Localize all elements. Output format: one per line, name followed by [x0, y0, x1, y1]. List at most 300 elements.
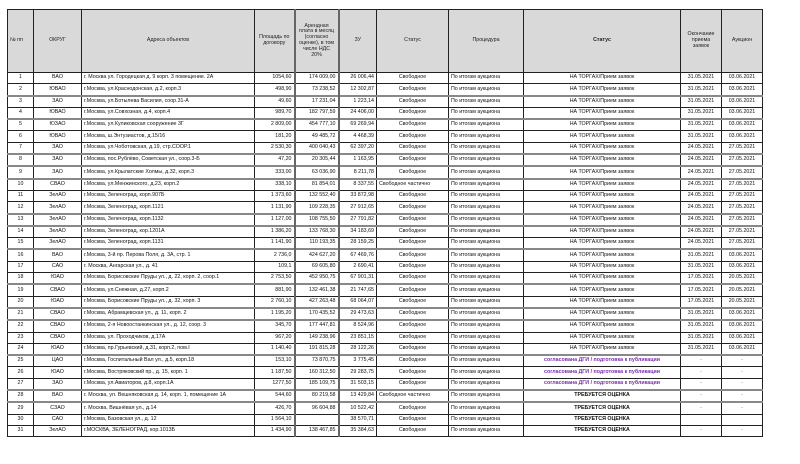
row-status: Свободное — [377, 367, 449, 378]
row-rent: 400 040,43 — [295, 142, 339, 154]
row-auction: 27.05.2021 — [722, 226, 763, 238]
row-zu: 38 570,71 — [339, 414, 377, 425]
row-end-date — [681, 414, 722, 425]
row-status: Свободное — [377, 414, 449, 425]
row-procedure: По итогам аукциона — [449, 179, 524, 191]
row-district: ЮВАО — [34, 131, 82, 142]
table-row — [8, 296, 763, 308]
row-rent: 132 552,40 — [295, 190, 339, 201]
row-auction: - — [722, 390, 763, 402]
row-procedure: По итогам аукциона — [449, 355, 524, 367]
row-district: ВАО — [34, 73, 82, 84]
row-num: 8 — [8, 154, 34, 166]
row-rent: 20 305,44 — [295, 154, 339, 166]
row-rent: 454 777,10 — [295, 119, 339, 131]
row-rent: 81 854,01 — [295, 179, 339, 191]
row-address: г.Москва, Абрамцевская ул., д. 11, корп. 2 — [82, 308, 255, 320]
row-rent: 424 627,20 — [295, 249, 339, 261]
row-status2: НА ТОРГАХ/Прием заявок — [524, 214, 681, 226]
row-num: 19 — [8, 284, 34, 296]
row-procedure: По итогам аукциона — [449, 414, 524, 425]
row-district: ЮВАО — [34, 107, 82, 119]
header-area: Площадь по договору — [255, 10, 295, 73]
row-status: Свободное — [377, 142, 449, 154]
row-status: Свободное — [377, 425, 449, 436]
row-zu: 67 901,31 — [339, 273, 377, 285]
row-procedure: По итогам аукциона — [449, 308, 524, 320]
row-auction: - — [722, 378, 763, 390]
row-auction: 27.05.2021 — [722, 179, 763, 191]
header-auction: Аукцион — [722, 10, 763, 73]
row-area: 2 736,0 — [255, 249, 295, 261]
row-address: г.Москва, ул.Снежная, д.27, корп.2 — [82, 284, 255, 296]
row-rent — [295, 414, 339, 425]
row-status2: НА ТОРГАХ/Прием заявок — [524, 249, 681, 261]
row-status2: НА ТОРГАХ/Прием заявок — [524, 308, 681, 320]
row-address: г.МОСКВА, ЗЕЛЕНОГРАД, кор.1013Б — [82, 425, 255, 436]
row-auction: 20.05.2021 — [722, 273, 763, 285]
table-row — [8, 367, 763, 378]
row-district: СВАО — [34, 179, 82, 191]
row-auction: 03.06.2021 — [722, 343, 763, 355]
row-status: Свободное — [377, 261, 449, 272]
row-procedure: По итогам аукциона — [449, 332, 524, 343]
row-status2: ТРЕБУЕТСЯ ОЦЕНКА — [524, 390, 681, 402]
table-row — [8, 284, 763, 296]
row-end-date: 24.05.2021 — [681, 166, 722, 178]
row-status2: НА ТОРГАХ/Прием заявок — [524, 226, 681, 238]
row-address: г.Москва, пос.Рублёво, Советская ул., соор.3-Б — [82, 154, 255, 166]
row-address: г.Москва, ул.Совхозная, д.4, корп.4 — [82, 107, 255, 119]
row-area: 2 530,30 — [255, 142, 295, 154]
row-num: 30 — [8, 414, 34, 425]
row-auction: 03.06.2021 — [722, 107, 763, 119]
row-area: 1 140,40 — [255, 343, 295, 355]
row-zu: 21 747,65 — [339, 284, 377, 296]
row-status: Свободное — [377, 332, 449, 343]
row-status2: НА ТОРГАХ/Прием заявок — [524, 119, 681, 131]
row-status2: НА ТОРГАХ/Прием заявок — [524, 296, 681, 308]
row-rent: 73 238,52 — [295, 84, 339, 96]
row-end-date: - — [681, 390, 722, 402]
row-status2: НА ТОРГАХ/Прием заявок — [524, 96, 681, 108]
row-district: ВАО — [34, 249, 82, 261]
row-area: 498,90 — [255, 84, 295, 96]
row-procedure: По итогам аукциона — [449, 284, 524, 296]
row-end-date: - — [681, 425, 722, 436]
row-num: 10 — [8, 179, 34, 191]
row-area: 181,20 — [255, 131, 295, 142]
row-status2: ТРЕБУЕТСЯ ОЦЕНКА — [524, 414, 681, 425]
row-num: 7 — [8, 142, 34, 154]
row-end-date: - — [681, 355, 722, 367]
row-auction: 03.06.2021 — [722, 73, 763, 84]
row-status: Свободное — [377, 96, 449, 108]
row-status: Свободное — [377, 273, 449, 285]
row-zu: 26 006,44 — [339, 73, 377, 84]
row-district: ЗАО — [34, 166, 82, 178]
table-row — [8, 226, 763, 238]
row-num: 18 — [8, 273, 34, 285]
row-end-date: 17.05.2021 — [681, 296, 722, 308]
header-row — [8, 10, 763, 73]
row-num: 31 — [8, 425, 34, 436]
row-area: 544,60 — [255, 390, 295, 402]
row-num: 26 — [8, 367, 34, 378]
row-rent: 177 447,81 — [295, 320, 339, 332]
row-district: ЮАО — [34, 367, 82, 378]
row-status2: НА ТОРГАХ/Прием заявок — [524, 202, 681, 214]
row-status2: НА ТОРГАХ/Прием заявок — [524, 131, 681, 142]
row-status: Свободное — [377, 154, 449, 166]
row-rent: 185 109,75 — [295, 378, 339, 390]
table-row — [8, 320, 763, 332]
row-district: ЗелАО — [34, 425, 82, 436]
row-auction: 27.05.2021 — [722, 166, 763, 178]
row-status2: НА ТОРГАХ/Прием заявок — [524, 190, 681, 201]
row-district: ЗАО — [34, 96, 82, 108]
row-status2: согласована ДГИ / подготовка к публикации — [524, 378, 681, 390]
row-auction: 03.06.2021 — [722, 119, 763, 131]
header-address: Адреса объектов — [82, 10, 255, 73]
row-rent: 73 870,75 — [295, 355, 339, 367]
row-end-date: 24.05.2021 — [681, 238, 722, 250]
row-auction: 03.06.2021 — [722, 308, 763, 320]
row-status: Свободное — [377, 378, 449, 390]
row-num: 24 — [8, 343, 34, 355]
row-auction: 20.05.2021 — [722, 296, 763, 308]
row-status: Свободное — [377, 73, 449, 84]
table-row — [8, 142, 763, 154]
row-end-date: 31.05.2021 — [681, 119, 722, 131]
row-zu: 12 302,87 — [339, 84, 377, 96]
row-procedure: По итогам аукциона — [449, 367, 524, 378]
header-rent: Арендная плата в месяц (согласно оценке), в том числе НДС 20% — [295, 10, 339, 73]
row-zu: 1 163,95 — [339, 154, 377, 166]
table-row — [8, 154, 763, 166]
row-num: 13 — [8, 214, 34, 226]
row-status2: НА ТОРГАХ/Прием заявок — [524, 179, 681, 191]
row-area: 1054,60 — [255, 73, 295, 84]
row-address: г.Москва, Зеленоград, корп.1121 — [82, 202, 255, 214]
row-district: ЗелАО — [34, 190, 82, 201]
row-num: 5 — [8, 119, 34, 131]
row-zu: 31 503,15 — [339, 378, 377, 390]
table-row — [8, 355, 763, 367]
row-auction: 03.06.2021 — [722, 261, 763, 272]
row-end-date: 31.05.2021 — [681, 131, 722, 142]
row-rent: 160 312,50 — [295, 367, 339, 378]
row-status: Свободное — [377, 107, 449, 119]
row-num: 4 — [8, 107, 34, 119]
row-status: Свободное частично — [377, 390, 449, 402]
row-area: 153,10 — [255, 355, 295, 367]
row-zu: 69 269,94 — [339, 119, 377, 131]
row-status2: НА ТОРГАХ/Прием заявок — [524, 154, 681, 166]
row-rent: 110 193,35 — [295, 238, 339, 250]
row-num: 9 — [8, 166, 34, 178]
row-district: ЗелАО — [34, 238, 82, 250]
row-district: ЗелАО — [34, 202, 82, 214]
row-zu: 13 429,84 — [339, 390, 377, 402]
row-district: СВАО — [34, 308, 82, 320]
row-address: г.Москва, ул. Проходчиков, д.17А — [82, 332, 255, 343]
row-status: Свободное — [377, 202, 449, 214]
table-row — [8, 179, 763, 191]
row-area: 2 753,50 — [255, 273, 295, 285]
row-address: г.Москва, 3-й пр. Перова Поля, д. 3А, стр. 1 — [82, 249, 255, 261]
row-auction: 27.05.2021 — [722, 142, 763, 154]
row-procedure: По итогам аукциона — [449, 249, 524, 261]
row-district: СВАО — [34, 284, 82, 296]
row-num: 28 — [8, 390, 34, 402]
row-area: 345,70 — [255, 320, 295, 332]
row-area: 1 195,20 — [255, 308, 295, 320]
row-rent: 170 435,52 — [295, 308, 339, 320]
row-end-date: 31.05.2021 — [681, 332, 722, 343]
property-table — [7, 9, 763, 437]
row-procedure: По итогам аукциона — [449, 390, 524, 402]
row-area: 49,60 — [255, 96, 295, 108]
row-end-date: 24.05.2021 — [681, 142, 722, 154]
row-address: г.Москва, Госпитальный Вал ул., д.5, корп.18 — [82, 355, 255, 367]
row-rent: 63 036,90 — [295, 166, 339, 178]
row-num: 22 — [8, 320, 34, 332]
row-zu: 8 524,96 — [339, 320, 377, 332]
row-end-date: 24.05.2021 — [681, 202, 722, 214]
row-end-date: 24.05.2021 — [681, 179, 722, 191]
row-num: 2 — [8, 84, 34, 96]
row-rent: 427 263,48 — [295, 296, 339, 308]
row-area: 2 809,00 — [255, 119, 295, 131]
row-area: 109,1 — [255, 261, 295, 272]
row-address: г.Москва, ул.Ботылева Василия, соор.31-А — [82, 96, 255, 108]
row-area: 1 564,10 — [255, 414, 295, 425]
row-status: Свободное — [377, 226, 449, 238]
row-zu: 29 473,63 — [339, 308, 377, 320]
row-address: г.Москва, ул.Чоботовская, д.19, стр.СООР.1 — [82, 142, 255, 154]
row-area: 1 187,50 — [255, 367, 295, 378]
row-end-date: 31.05.2021 — [681, 73, 722, 84]
row-district: СВАО — [34, 332, 82, 343]
table-row — [8, 107, 763, 119]
row-district: ЮАО — [34, 273, 82, 285]
row-procedure: По итогам аукциона — [449, 296, 524, 308]
row-status: Свободное — [377, 402, 449, 414]
table-row — [8, 425, 763, 436]
row-end-date: - — [681, 402, 722, 414]
row-end-date: 17.05.2021 — [681, 273, 722, 285]
row-address: г.Москва, Зеленоград, корп.1132 — [82, 214, 255, 226]
row-procedure: По итогам аукциона — [449, 261, 524, 272]
row-district: СВАО — [34, 320, 82, 332]
row-area: 2 760,10 — [255, 296, 295, 308]
row-status: Свободное — [377, 343, 449, 355]
row-status: Свободное — [377, 296, 449, 308]
row-end-date: 31.05.2021 — [681, 107, 722, 119]
row-district: ВАО — [34, 390, 82, 402]
row-num: 12 — [8, 202, 34, 214]
row-rent: 191 815,28 — [295, 343, 339, 355]
row-district: ЮВАО — [34, 84, 82, 96]
header-district: ОКРУГ — [34, 10, 82, 73]
row-status: Свободное — [377, 249, 449, 261]
row-status2: ТРЕБУЕТСЯ ОЦЕНКА — [524, 402, 681, 414]
table-body — [8, 73, 763, 437]
row-status: Свободное — [377, 166, 449, 178]
row-status2: НА ТОРГАХ/Прием заявок — [524, 84, 681, 96]
row-status2: НА ТОРГАХ/Прием заявок — [524, 273, 681, 285]
row-auction: 03.06.2021 — [722, 332, 763, 343]
row-auction: - — [722, 425, 763, 436]
row-procedure: По итогам аукциона — [449, 320, 524, 332]
row-num: 15 — [8, 238, 34, 250]
header-procedure: Процедура — [449, 10, 524, 73]
row-procedure: По итогам аукциона — [449, 425, 524, 436]
table-row — [8, 166, 763, 178]
row-rent: 49 485,72 — [295, 131, 339, 142]
row-zu: 68 064,07 — [339, 296, 377, 308]
row-rent: 17 231,04 — [295, 96, 339, 108]
row-zu: 8 337,55 — [339, 179, 377, 191]
row-district: ЮАО — [34, 296, 82, 308]
row-status: Свободное частично — [377, 179, 449, 191]
row-district: САО — [34, 261, 82, 272]
row-end-date: - — [681, 367, 722, 378]
table-row — [8, 402, 763, 414]
row-end-date: 31.05.2021 — [681, 84, 722, 96]
row-area: 333,00 — [255, 166, 295, 178]
header-zu: ЗУ — [339, 10, 377, 73]
row-auction: 03.06.2021 — [722, 249, 763, 261]
row-auction: 03.06.2021 — [722, 84, 763, 96]
row-rent: 96 604,88 — [295, 402, 339, 414]
row-rent: 133 768,30 — [295, 226, 339, 238]
row-zu: 34 183,69 — [339, 226, 377, 238]
row-status2: НА ТОРГАХ/Прием заявок — [524, 107, 681, 119]
row-status: Свободное — [377, 238, 449, 250]
row-area: 1 434,90 — [255, 425, 295, 436]
row-rent: 80 219,58 — [295, 390, 339, 402]
row-area: 1 141,90 — [255, 238, 295, 250]
row-num: 14 — [8, 226, 34, 238]
table-row — [8, 131, 763, 142]
row-district: САО — [34, 414, 82, 425]
row-auction: 27.05.2021 — [722, 202, 763, 214]
row-auction: 27.05.2021 — [722, 214, 763, 226]
row-end-date: 31.05.2021 — [681, 249, 722, 261]
row-address: г.Москва, ул.Куликовская сооружение 3Г — [82, 119, 255, 131]
row-zu: 28 122,26 — [339, 343, 377, 355]
row-procedure: По итогам аукциона — [449, 107, 524, 119]
row-end-date: 31.05.2021 — [681, 308, 722, 320]
table-row — [8, 332, 763, 343]
row-area: 1 127,00 — [255, 214, 295, 226]
row-num: 6 — [8, 131, 34, 142]
row-auction: - — [722, 367, 763, 378]
row-area: 426,70 — [255, 402, 295, 414]
row-district: ЗелАО — [34, 214, 82, 226]
row-zu: 62 397,20 — [339, 142, 377, 154]
row-status2: согласована ДГИ / подготовка к публикации — [524, 367, 681, 378]
row-procedure: По итогам аукциона — [449, 214, 524, 226]
row-status: Свободное — [377, 355, 449, 367]
row-address: г.Москва, ш.Энтузиастов, д.15/16 — [82, 131, 255, 142]
table-row — [8, 202, 763, 214]
table-row — [8, 261, 763, 272]
row-rent: 109 228,35 — [295, 202, 339, 214]
row-status2: ТРЕБУЕТСЯ ОЦЕНКА — [524, 425, 681, 436]
table-row — [8, 84, 763, 96]
table-row — [8, 390, 763, 402]
row-num: 16 — [8, 249, 34, 261]
row-procedure: По итогам аукциона — [449, 273, 524, 285]
table-row — [8, 119, 763, 131]
row-address: г.Москва, ул.Авиаторов, д.8, корп.1А — [82, 378, 255, 390]
row-rent: 108 755,50 — [295, 214, 339, 226]
row-area: 881,90 — [255, 284, 295, 296]
row-num: 17 — [8, 261, 34, 272]
row-auction: 03.06.2021 — [722, 96, 763, 108]
row-address: г. Москва ул. Городецкая д. 9 корп. 3 помещение. 2А — [82, 73, 255, 84]
table-row — [8, 73, 763, 84]
row-status: Свободное — [377, 320, 449, 332]
row-rent: 69 605,80 — [295, 261, 339, 272]
row-procedure: По итогам аукциона — [449, 402, 524, 414]
row-auction: - — [722, 402, 763, 414]
row-rent: 149 238,96 — [295, 332, 339, 343]
row-address: г.Москва, ул.Крылатские Холмы, д.32, корп.3 — [82, 166, 255, 178]
row-auction: 03.06.2021 — [722, 320, 763, 332]
row-zu: 33 872,98 — [339, 190, 377, 201]
table-row — [8, 96, 763, 108]
row-procedure: По итогам аукциона — [449, 378, 524, 390]
row-address: г.Москва, Зеленоград, корп.1131 — [82, 238, 255, 250]
row-status2: НА ТОРГАХ/Прием заявок — [524, 320, 681, 332]
row-end-date: 24.05.2021 — [681, 214, 722, 226]
row-status: Свободное — [377, 190, 449, 201]
row-procedure: По итогам аукциона — [449, 226, 524, 238]
row-zu: 3 775,45 — [339, 355, 377, 367]
row-procedure: По итогам аукциона — [449, 142, 524, 154]
row-zu: 8 211,78 — [339, 166, 377, 178]
row-address: г.Москва, Зеленоград, корп.907Б — [82, 190, 255, 201]
header-status: Статус — [377, 10, 449, 73]
row-address: г. Москва, ул. Вешняковская д. 14, корп. 1, помещение 1А — [82, 390, 255, 402]
row-status2: согласована ДГИ / подготовка к публикации — [524, 355, 681, 367]
row-area: 989,70 — [255, 107, 295, 119]
row-district: ЗелАО — [34, 226, 82, 238]
row-end-date: 31.05.2021 — [681, 261, 722, 272]
row-status2: НА ТОРГАХ/Прием заявок — [524, 332, 681, 343]
table-row — [8, 238, 763, 250]
row-status2: НА ТОРГАХ/Прием заявок — [524, 73, 681, 84]
row-zu: 27 791,82 — [339, 214, 377, 226]
row-procedure: По итогам аукциона — [449, 84, 524, 96]
row-district: ЗАО — [34, 154, 82, 166]
row-status2: НА ТОРГАХ/Прием заявок — [524, 142, 681, 154]
row-num: 29 — [8, 402, 34, 414]
row-district: ЮЗАО — [34, 119, 82, 131]
row-address: г.Москва, Востряковский пр., д. 15, корп. 1 — [82, 367, 255, 378]
row-district: ЦАО — [34, 355, 82, 367]
row-status: Свободное — [377, 131, 449, 142]
row-end-date: 24.05.2021 — [681, 190, 722, 201]
table-row — [8, 273, 763, 285]
table-row — [8, 308, 763, 320]
row-procedure: По итогам аукциона — [449, 119, 524, 131]
row-procedure: По итогам аукциона — [449, 96, 524, 108]
